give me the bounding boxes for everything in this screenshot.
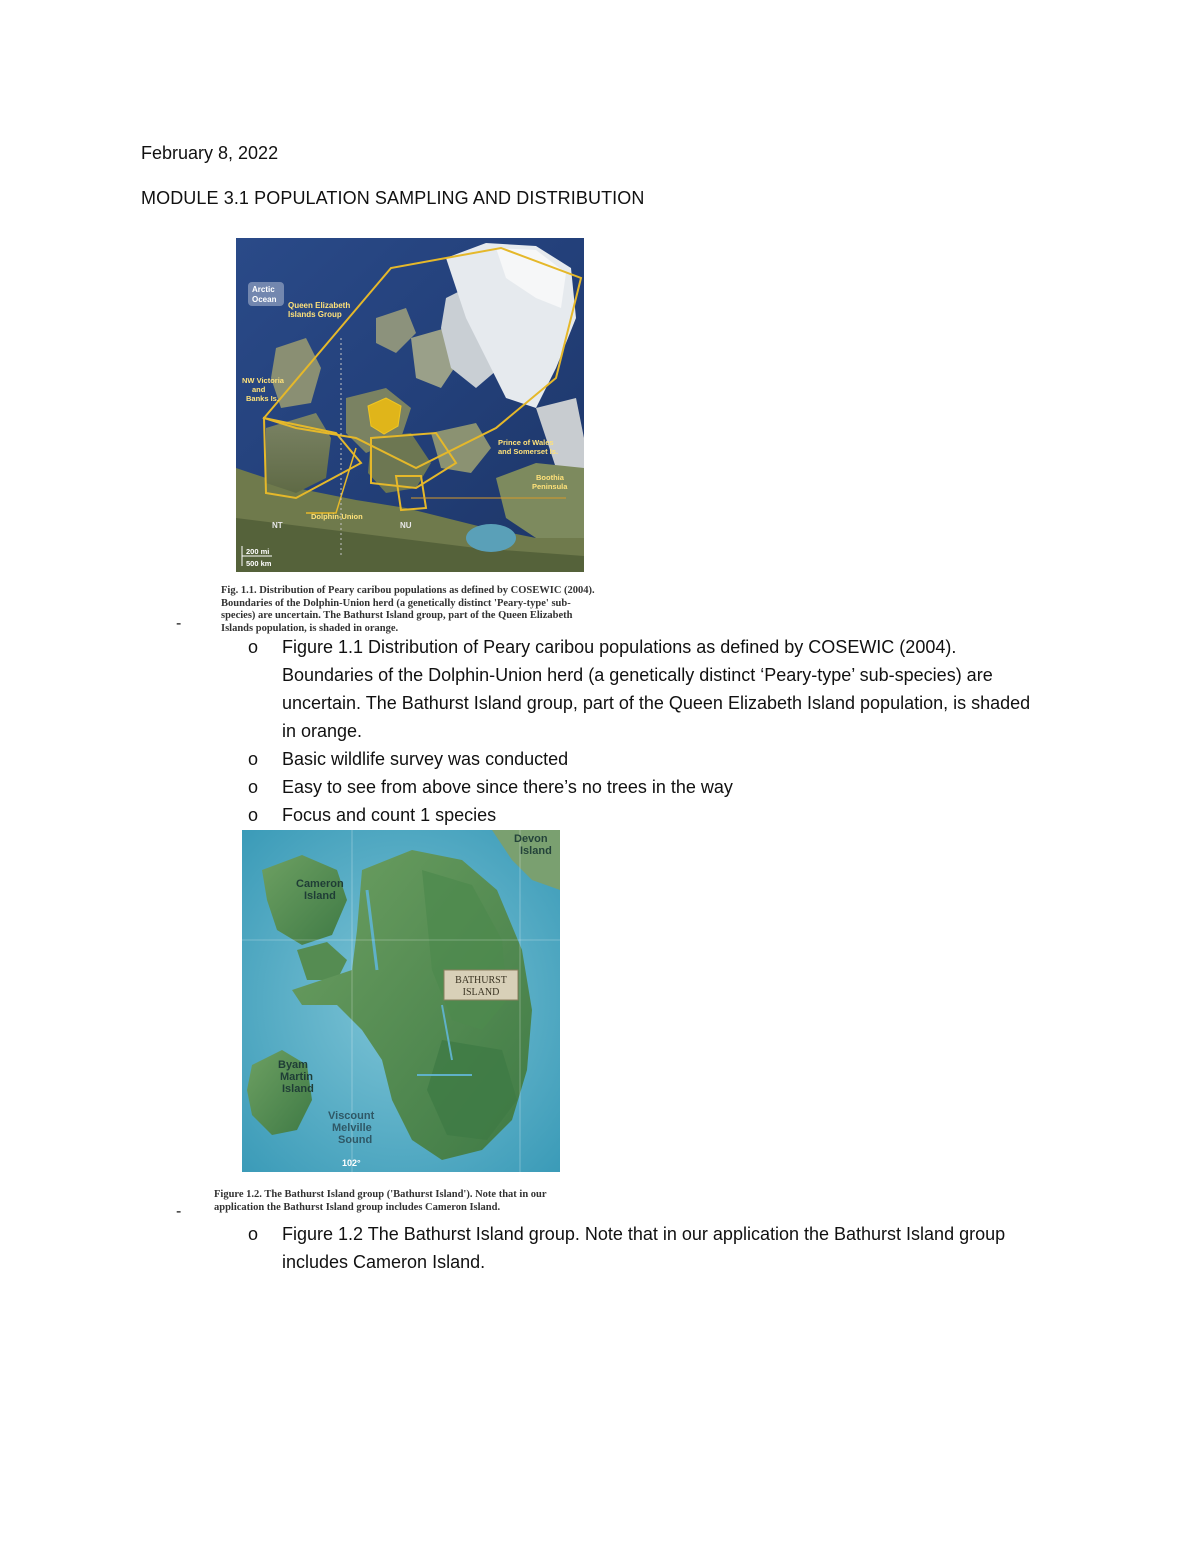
list-item: o Basic wildlife survey was conducted — [248, 745, 1048, 773]
dash-marker: - — [176, 615, 182, 632]
figure-1-map — [236, 238, 584, 572]
figure-2-map — [242, 830, 560, 1172]
viscount-melville-sound-label: Viscount — [328, 1110, 375, 1122]
svg-text:Peninsula: Peninsula — [532, 482, 568, 491]
bullet-list-1 — [248, 633, 1048, 829]
bullet-marker: o — [248, 777, 259, 797]
figure-2-image-caption: Figure 1.2. The Bathurst Island group ('Bathurst Island'). Note that in our application the Bathurst Island group includes Cameron Island. — [214, 1189, 547, 1213]
arctic-ocean-label: Arctic — [252, 285, 275, 294]
nt-label: NT — [272, 521, 283, 530]
longitude-label: 102° — [342, 1158, 361, 1168]
svg-text:Island: Island — [304, 890, 336, 902]
cameron-island-label: Cameron — [296, 878, 344, 890]
document-date: February 8, 2022 — [141, 143, 279, 163]
nw-victoria-label: NW Victoria — [242, 376, 284, 385]
bullet-marker: o — [248, 749, 259, 769]
bullet-list-2 — [248, 1220, 1048, 1276]
svg-text:Island: Island — [282, 1083, 314, 1095]
qei-label: Queen Elizabeth — [288, 301, 351, 310]
dash-marker: - — [176, 1203, 182, 1220]
svg-text:and Somerset Is.: and Somerset Is. — [498, 447, 559, 456]
boothia-label: Boothia — [536, 473, 564, 482]
nu-label: NU — [400, 521, 412, 530]
module-title: MODULE 3.1 POPULATION SAMPLING AND DISTRIBUTION — [141, 188, 645, 208]
svg-text:Martin: Martin — [280, 1071, 313, 1083]
scale-km-label: 500 km — [246, 559, 272, 568]
svg-text:Ocean: Ocean — [252, 295, 277, 304]
svg-text:Banks Is.: Banks Is. — [246, 394, 279, 403]
devon-island-label: Devon — [514, 833, 548, 845]
scale-mi-label: 200 mi — [246, 547, 270, 556]
svg-text:Melville: Melville — [332, 1122, 372, 1134]
svg-text:ISLAND: ISLAND — [462, 987, 500, 998]
bullet-marker: o — [248, 637, 259, 657]
list-item: o Figure 1.1 Distribution of Peary caribou populations as defined by COSEWIC (2004). Boundaries of the Dolphin-Union herd (a genetically distinct ‘Peary-type’ sub-species) are uncertain. The Bathurst Island group, part of the Queen Elizabeth Island population, is shaded in orange. — [248, 633, 1048, 745]
svg-text:Islands Group: Islands Group — [288, 310, 342, 319]
svg-text:and: and — [252, 385, 266, 394]
figure-2-map-image — [242, 830, 560, 1172]
byam-martin-island-label: Byam — [278, 1059, 308, 1071]
bullet-marker: o — [248, 1224, 259, 1244]
figure-1-map-image — [236, 238, 584, 572]
dolphin-union-label: Dolphin-Union — [311, 512, 363, 521]
bullet-marker: o — [248, 805, 259, 825]
svg-text:Sound: Sound — [338, 1134, 373, 1146]
prince-of-wales-label: Prince of Wales — [498, 438, 554, 447]
list-item: o Figure 1.2 The Bathurst Island group. Note that in our application the Bathurst Island group includes Cameron Island. — [248, 1220, 1048, 1276]
figure-1-image-caption: Fig. 1.1. Distribution of Peary caribou populations as defined by COSEWIC (2004). Boundaries of the Dolphin-Union herd (a genetically distinct 'Peary-type' sub-species) are uncertain. The Bathurst Island group, part of the Queen Elizabeth Islands population, is shaded in orange. — [221, 585, 595, 634]
list-item: o Easy to see from above since there’s no trees in the way — [248, 773, 1048, 801]
list-item: o Focus and count 1 species — [248, 801, 1048, 829]
bathurst-island-label: BATHURST — [455, 975, 507, 986]
svg-text:Island: Island — [520, 845, 552, 857]
